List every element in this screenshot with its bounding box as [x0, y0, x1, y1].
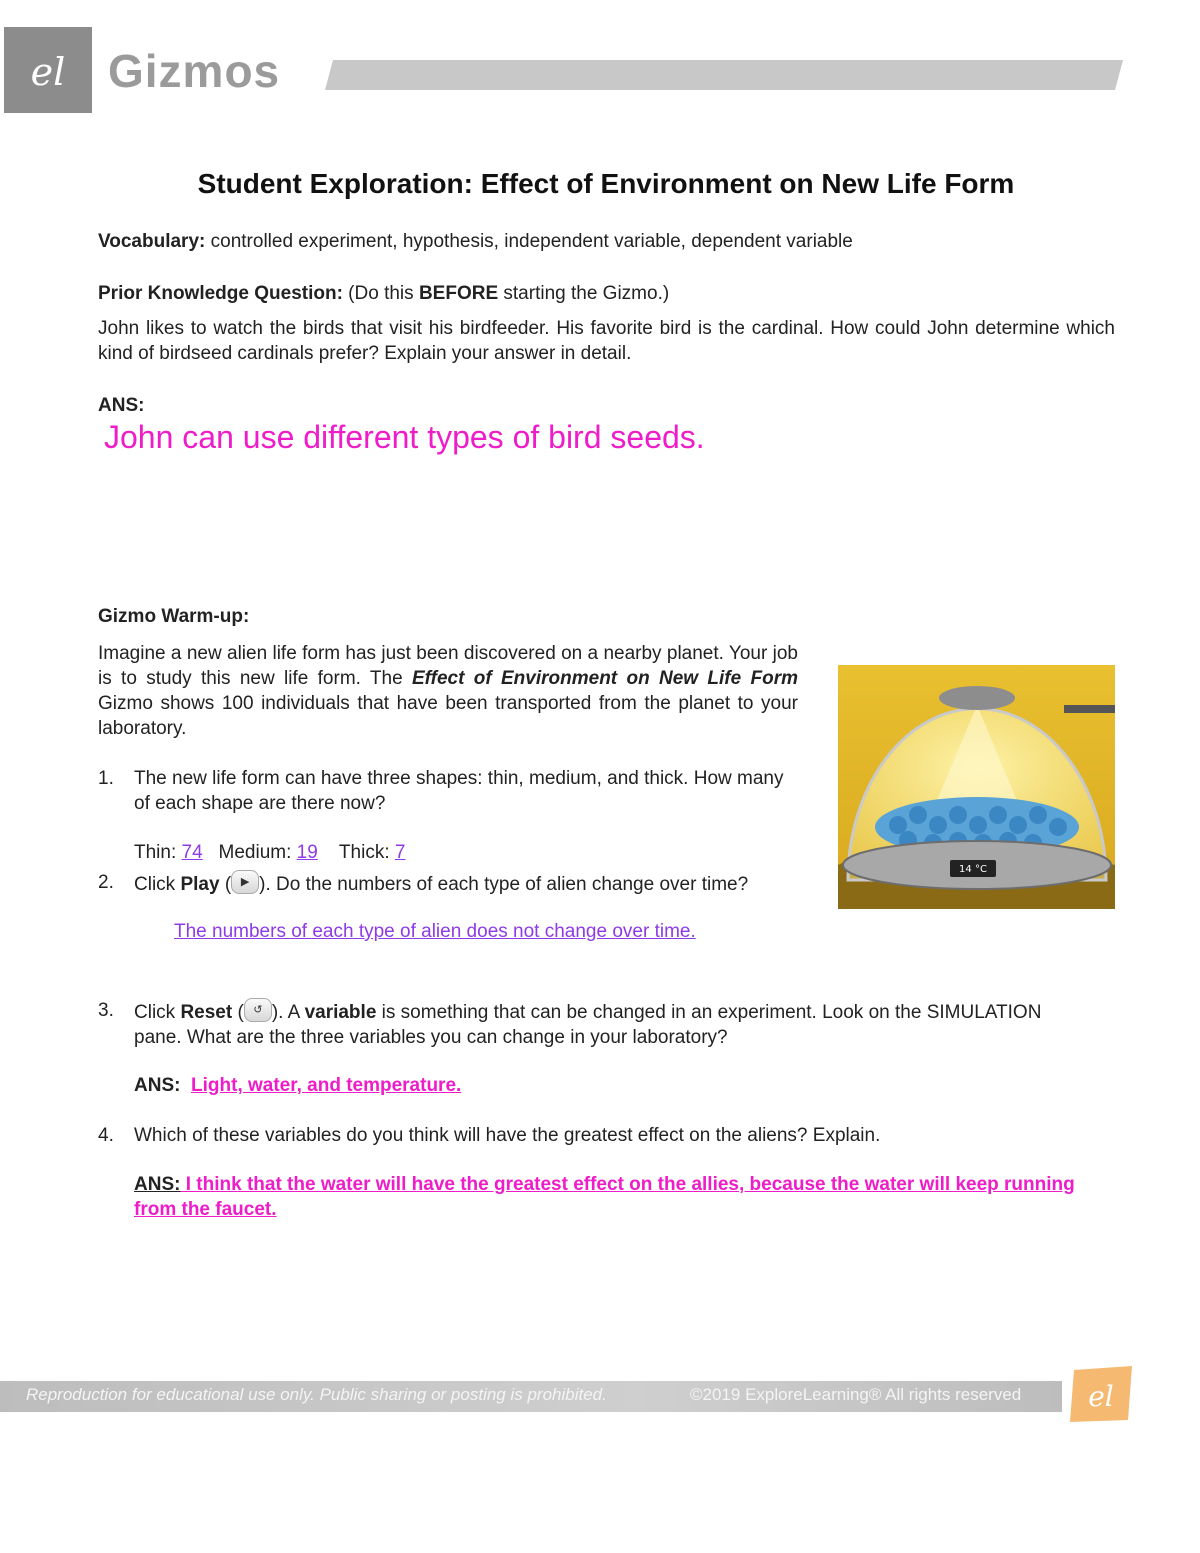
- page-title: Student Exploration: Effect of Environment on New Life Form: [197, 168, 1015, 199]
- q3-answer: Light, water, and temperature.: [191, 1075, 462, 1096]
- variable-term: variable: [304, 1002, 377, 1023]
- prior-label: Prior Knowledge Question:: [98, 283, 343, 304]
- q3-text: [134, 998, 1054, 1050]
- vocabulary-label: Vocabulary:: [98, 231, 206, 252]
- q4-answer: I think that the water will have the greatest effect on the allies, because the water will keep running from the faucet.: [134, 1174, 1075, 1220]
- q3-answer-label: ANS:: [134, 1075, 181, 1096]
- q3-mid: ). A: [271, 1002, 305, 1023]
- warmup-intro-2: Gizmo shows 100 individuals that have been transported from the planet to your laboratory.: [98, 693, 798, 739]
- svg-text:14 °C: 14 °C: [959, 864, 987, 875]
- footer-notice: Reproduction for educational use only. Public sharing or posting is prohibited.: [26, 1385, 607, 1404]
- q4-answer-label: ANS:: [134, 1174, 181, 1195]
- q1-number: 1.: [98, 768, 114, 789]
- footer-copyright: ©2019 ExploreLearning® All rights reserved: [690, 1385, 1022, 1404]
- warmup-intro-1: Imagine a new alien life form has just been discovered on a nearby planet. Your job is to study this new life form. The: [98, 643, 798, 689]
- svg-text:el: el: [30, 50, 66, 94]
- thin-count: 74: [181, 842, 203, 863]
- prior-question: John likes to watch the birds that visit his birdfeeder. His favorite bird is the cardinal. How could John determine which kind of birdseed cardinals prefer? Explain your answer in detail.: [98, 318, 1115, 364]
- gizmo-simulation-image: [838, 665, 1115, 909]
- prior-knowledge-heading: [98, 281, 1118, 306]
- q1-counts: [134, 840, 405, 865]
- medium-count: 19: [296, 842, 318, 863]
- gizmos-logo: [4, 27, 92, 113]
- q2-pre: Click: [134, 874, 181, 895]
- q2-number: 2.: [98, 872, 114, 893]
- play-label: Play: [180, 874, 220, 895]
- prior-before: BEFORE: [418, 283, 499, 304]
- q2-answer: The numbers of each type of alien does not change over time.: [174, 921, 696, 942]
- q3-answer-line: [134, 1073, 461, 1098]
- q2-open: (: [219, 874, 232, 895]
- q3-open: (: [232, 1002, 244, 1023]
- thin-label: Thin:: [134, 842, 182, 863]
- q2-post: ). Do the numbers of each type of alien change over time?: [259, 874, 749, 895]
- thick-label: Thick:: [338, 842, 395, 863]
- header-bar: [325, 60, 1123, 90]
- prior-answer-label: ANS:: [98, 395, 145, 416]
- vocabulary-text: controlled experiment, hypothesis, independent variable, dependent variable: [205, 231, 853, 252]
- brand-name: Gizmos: [108, 45, 281, 97]
- q1-text: The new life form can have three shapes: thin, medium, and thick. How many of each shape are there now?: [134, 768, 784, 814]
- reset-icon: ↺: [244, 998, 272, 1022]
- q4-text: Which of these variables do you think will have the greatest effect on the aliens? Explain.: [134, 1125, 881, 1146]
- q3-pre: Click: [134, 1002, 181, 1023]
- q2-text: [134, 870, 814, 897]
- q3-number: 3.: [98, 1000, 114, 1021]
- medium-label: Medium:: [218, 842, 297, 863]
- prior-post: starting the Gizmo.): [498, 283, 670, 304]
- warmup-intro: [98, 641, 798, 741]
- warmup-heading: Gizmo Warm-up:: [98, 606, 250, 627]
- gizmo-name: Effect of Environment on New Life Form: [411, 668, 798, 689]
- prior-pre: (Do this: [342, 283, 419, 304]
- q4-answer-line: [134, 1172, 1119, 1222]
- reset-label: Reset: [180, 1002, 233, 1023]
- q4-number: 4.: [98, 1125, 114, 1146]
- play-icon: ▶: [231, 870, 259, 894]
- thick-count: 7: [394, 842, 406, 863]
- prior-answer: John can use different types of bird seeds.: [104, 419, 705, 455]
- explorelearning-logo-icon: [1066, 1364, 1136, 1424]
- vocabulary: [98, 229, 1118, 254]
- svg-text:el: el: [1088, 1380, 1114, 1413]
- q3-post: is something that can be changed in an experiment. Look on the SIMULATION pane. What are the three variables you can change in your laboratory?: [134, 1002, 1042, 1048]
